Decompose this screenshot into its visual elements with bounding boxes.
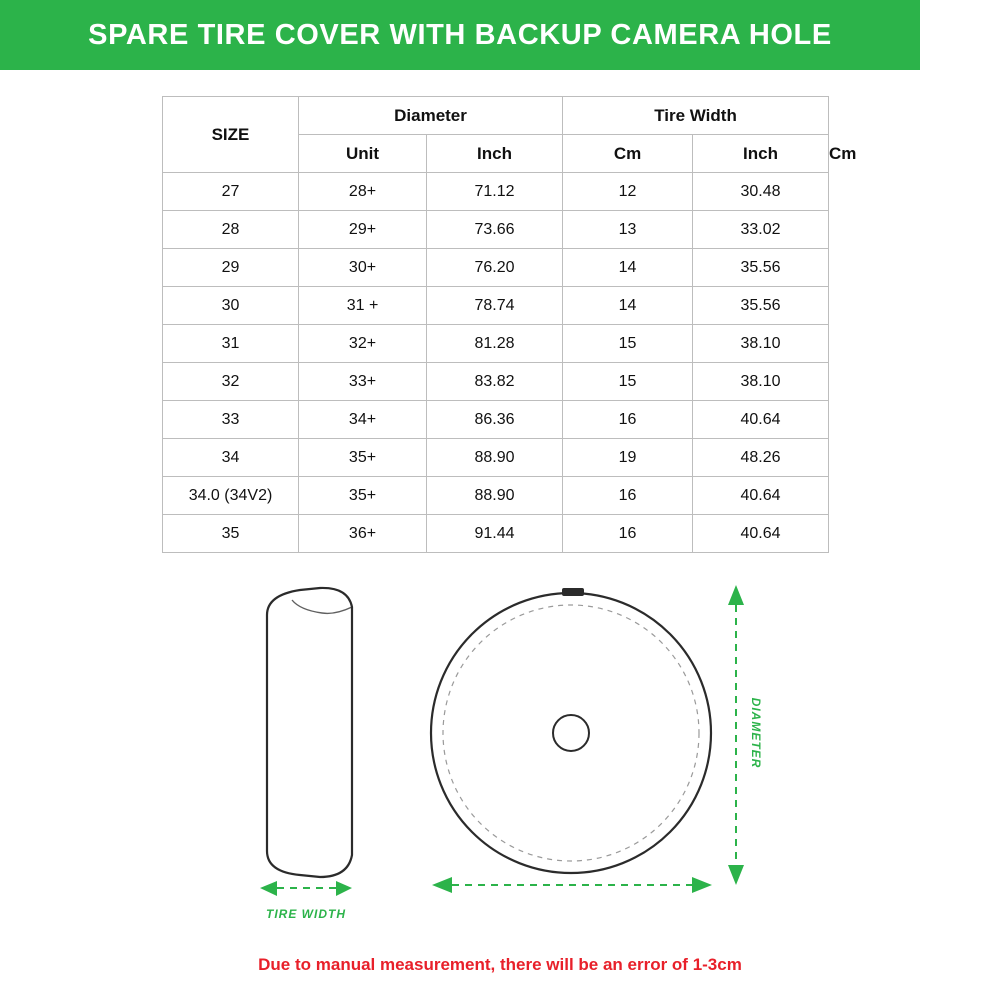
cell-width-inch: 14 xyxy=(563,287,693,325)
cell-diameter-inch: 33+ xyxy=(299,363,427,401)
cell-size: 29 xyxy=(163,249,299,287)
header-unit: Unit xyxy=(299,135,427,173)
table-row xyxy=(163,363,829,401)
cell-width-cm: 40.64 xyxy=(693,515,829,553)
cell-width-cm: 38.10 xyxy=(693,363,829,401)
cell-width-inch: 15 xyxy=(563,363,693,401)
cell-diameter-inch: 30+ xyxy=(299,249,427,287)
cell-diameter-cm: 88.90 xyxy=(427,477,563,515)
table-sub-header-row: Unit Inch Cm Inch Cm xyxy=(163,135,829,173)
cell-width-inch: 16 xyxy=(563,515,693,553)
cell-diameter-cm: 91.44 xyxy=(427,515,563,553)
diameter-horizontal-arrow xyxy=(432,877,712,893)
cell-diameter-inch: 35+ xyxy=(299,477,427,515)
cell-diameter-cm: 83.82 xyxy=(427,363,563,401)
cell-diameter-inch: 32+ xyxy=(299,325,427,363)
cell-width-cm: 35.56 xyxy=(693,287,829,325)
table-row xyxy=(163,325,829,363)
cell-size: 32 xyxy=(163,363,299,401)
table-row xyxy=(163,439,829,477)
cell-size: 30 xyxy=(163,287,299,325)
table-group-header-row xyxy=(163,97,829,135)
cell-width-inch: 14 xyxy=(563,249,693,287)
tire-side-view-shape xyxy=(267,588,352,877)
cell-diameter-cm: 88.90 xyxy=(427,439,563,477)
cell-width-inch: 16 xyxy=(563,401,693,439)
cell-size: 34 xyxy=(163,439,299,477)
cell-diameter-cm: 71.12 xyxy=(427,173,563,211)
cell-diameter-inch: 28+ xyxy=(299,173,427,211)
table-row xyxy=(163,249,829,287)
measurement-disclaimer: Due to manual measurement, there will be an error of 1-3cm xyxy=(258,955,742,974)
header-diameter-cm: Cm xyxy=(563,135,693,173)
cell-diameter-inch: 35+ xyxy=(299,439,427,477)
cell-width-cm: 33.02 xyxy=(693,211,829,249)
header-width-inch: Inch xyxy=(693,135,829,173)
cell-diameter-cm: 78.74 xyxy=(427,287,563,325)
cell-diameter-cm: 76.20 xyxy=(427,249,563,287)
diameter-dimension-arrow xyxy=(728,585,763,885)
cell-size: 28 xyxy=(163,211,299,249)
cell-width-cm: 40.64 xyxy=(693,477,829,515)
header-diameter-inch: Inch xyxy=(427,135,563,173)
header-diameter: Diameter xyxy=(299,97,563,135)
cell-width-inch: 16 xyxy=(563,477,693,515)
backup-camera-hole-marker xyxy=(562,588,584,596)
header-band xyxy=(0,0,920,70)
diameter-label: DIAMETER xyxy=(749,697,763,769)
cell-size: 33 xyxy=(163,401,299,439)
cell-diameter-inch: 36+ xyxy=(299,515,427,553)
tire-width-label: TIRE WIDTH xyxy=(266,907,346,921)
tire-width-dimension-arrow xyxy=(260,881,352,921)
cell-width-inch: 19 xyxy=(563,439,693,477)
cell-width-cm: 30.48 xyxy=(693,173,829,211)
size-chart-table xyxy=(162,96,857,553)
cell-size: 34.0 (34V2) xyxy=(163,477,299,515)
table-row xyxy=(163,401,829,439)
cell-width-inch: 12 xyxy=(563,173,693,211)
cell-width-cm: 40.64 xyxy=(693,401,829,439)
cell-diameter-inch: 31 + xyxy=(299,287,427,325)
cell-diameter-cm: 81.28 xyxy=(427,325,563,363)
tire-front-view-shape xyxy=(431,588,711,873)
cell-size: 35 xyxy=(163,515,299,553)
cell-diameter-cm: 73.66 xyxy=(427,211,563,249)
cell-diameter-cm: 86.36 xyxy=(427,401,563,439)
table-row xyxy=(163,173,829,211)
cell-width-cm: 38.10 xyxy=(693,325,829,363)
header-size: SIZE xyxy=(163,97,299,173)
page-title: SPARE TIRE COVER WITH BACKUP CAMERA HOLE xyxy=(88,18,832,51)
cell-width-inch: 13 xyxy=(563,211,693,249)
cell-diameter-inch: 34+ xyxy=(299,401,427,439)
cell-width-cm: 35.56 xyxy=(693,249,829,287)
cell-size: 27 xyxy=(163,173,299,211)
header-tire-width: Tire Width xyxy=(563,97,829,135)
table-row xyxy=(163,477,829,515)
table-row xyxy=(163,211,829,249)
table-row xyxy=(163,287,829,325)
cell-width-inch: 15 xyxy=(563,325,693,363)
cell-width-cm: 48.26 xyxy=(693,439,829,477)
table-row xyxy=(163,515,829,553)
cell-diameter-inch: 29+ xyxy=(299,211,427,249)
measurement-diagram xyxy=(0,555,1000,945)
cell-size: 31 xyxy=(163,325,299,363)
